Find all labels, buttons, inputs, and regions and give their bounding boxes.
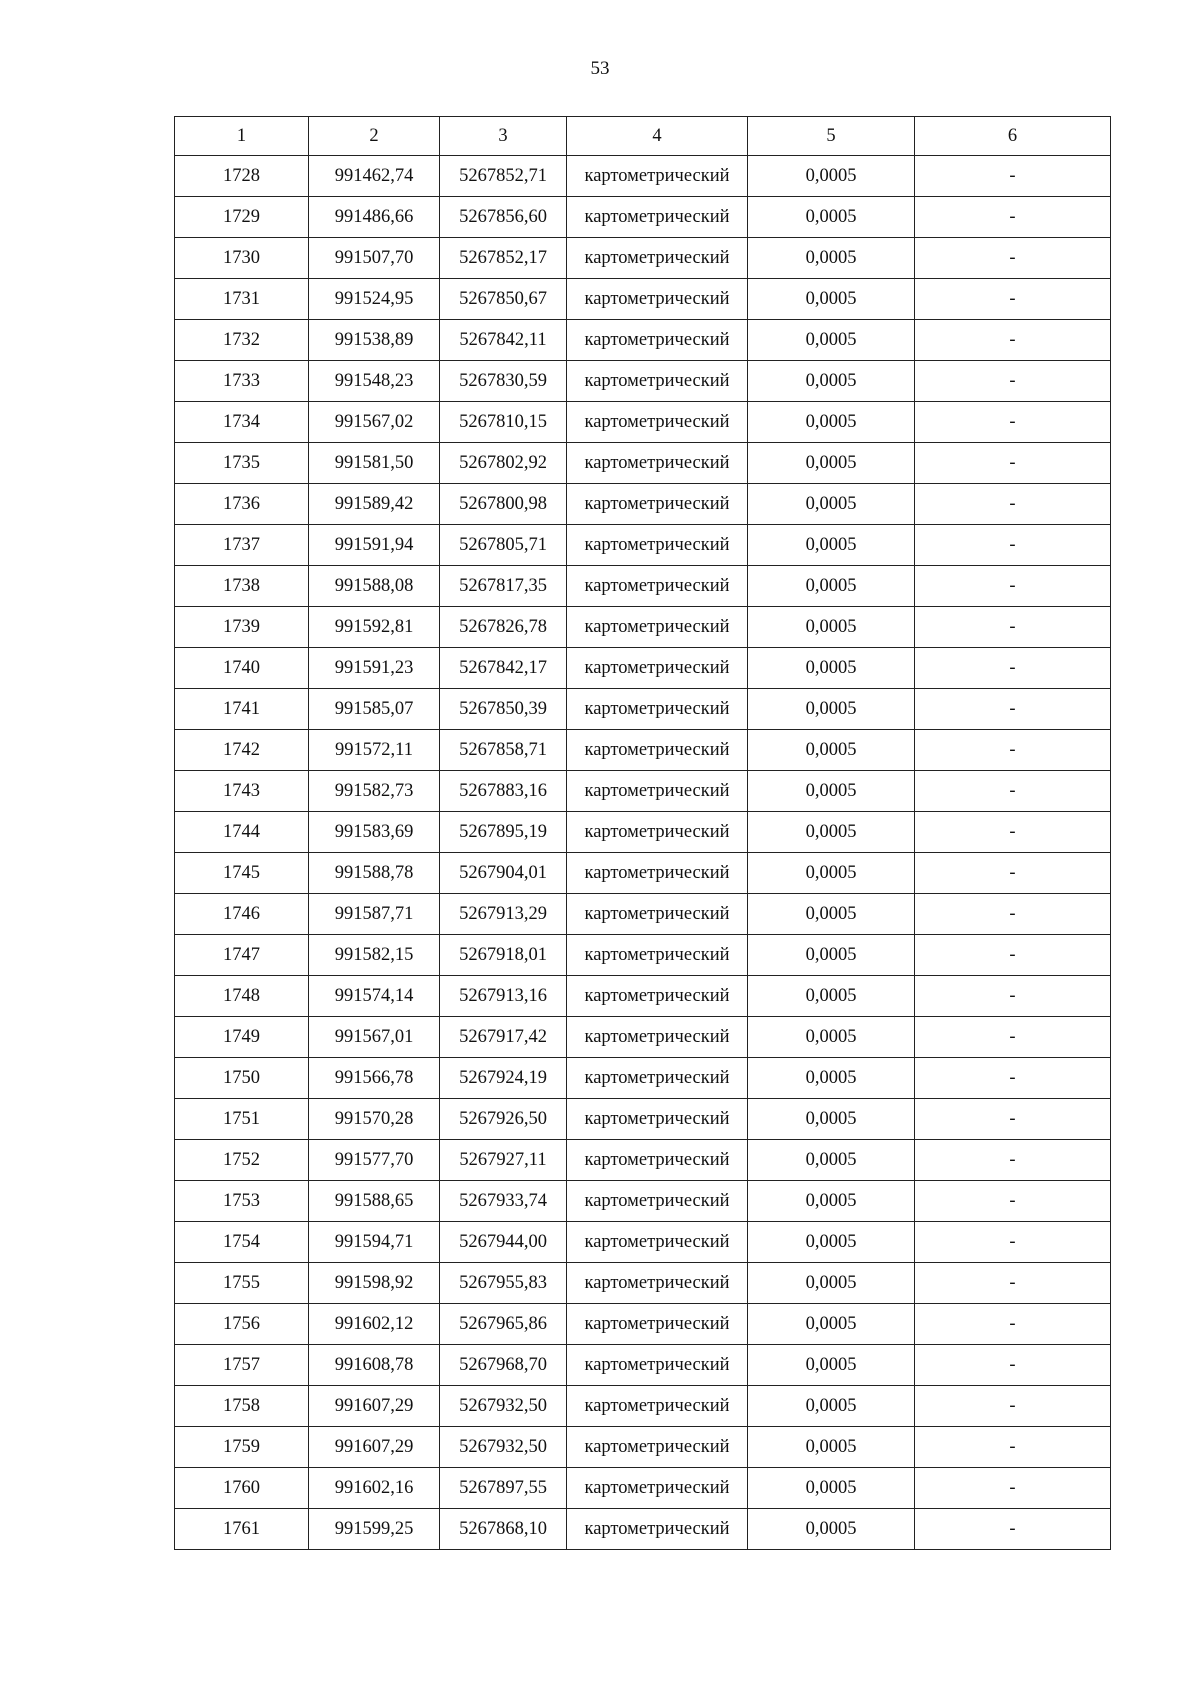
description-cell: - (915, 238, 1111, 279)
method-cell: картометрический (567, 853, 748, 894)
table-row (175, 771, 1111, 812)
method-cell: картометрический (567, 1263, 748, 1304)
point-number-cell: 1746 (175, 894, 309, 935)
description-cell: - (915, 1304, 1111, 1345)
accuracy-cell: 0,0005 (748, 443, 915, 484)
method-cell: картометрический (567, 566, 748, 607)
table-row (175, 238, 1111, 279)
description-cell: - (915, 361, 1111, 402)
method-cell: картометрический (567, 1181, 748, 1222)
table-row (175, 197, 1111, 238)
y-coordinate-cell: 5267842,11 (440, 320, 567, 361)
description-cell: - (915, 689, 1111, 730)
method-cell: картометрический (567, 689, 748, 730)
method-cell: картометрический (567, 648, 748, 689)
y-coordinate-cell: 5267955,83 (440, 1263, 567, 1304)
accuracy-cell: 0,0005 (748, 730, 915, 771)
table-row (175, 1140, 1111, 1181)
method-cell: картометрический (567, 1304, 748, 1345)
point-number-cell: 1743 (175, 771, 309, 812)
x-coordinate-cell: 991592,81 (309, 607, 440, 648)
method-cell: картометрический (567, 1468, 748, 1509)
x-coordinate-cell: 991581,50 (309, 443, 440, 484)
x-coordinate-cell: 991507,70 (309, 238, 440, 279)
accuracy-cell: 0,0005 (748, 771, 915, 812)
method-cell: картометрический (567, 1427, 748, 1468)
point-number-cell: 1744 (175, 812, 309, 853)
table-header-row (175, 117, 1111, 156)
x-coordinate-cell: 991607,29 (309, 1427, 440, 1468)
accuracy-cell: 0,0005 (748, 525, 915, 566)
y-coordinate-cell: 5267805,71 (440, 525, 567, 566)
description-cell: - (915, 402, 1111, 443)
description-cell: - (915, 894, 1111, 935)
table-row (175, 443, 1111, 484)
x-coordinate-cell: 991582,73 (309, 771, 440, 812)
accuracy-cell: 0,0005 (748, 156, 915, 197)
table-row (175, 361, 1111, 402)
description-cell: - (915, 1140, 1111, 1181)
method-cell: картометрический (567, 320, 748, 361)
method-cell: картометрический (567, 607, 748, 648)
accuracy-cell: 0,0005 (748, 1058, 915, 1099)
point-number-cell: 1759 (175, 1427, 309, 1468)
point-number-cell: 1749 (175, 1017, 309, 1058)
table-row (175, 402, 1111, 443)
table-row (175, 853, 1111, 894)
description-cell: - (915, 1222, 1111, 1263)
header-cell: 1 (175, 117, 309, 156)
y-coordinate-cell: 5267904,01 (440, 853, 567, 894)
method-cell: картометрический (567, 402, 748, 443)
table-body (175, 117, 1111, 1550)
x-coordinate-cell: 991577,70 (309, 1140, 440, 1181)
y-coordinate-cell: 5267932,50 (440, 1386, 567, 1427)
x-coordinate-cell: 991524,95 (309, 279, 440, 320)
point-number-cell: 1730 (175, 238, 309, 279)
x-coordinate-cell: 991583,69 (309, 812, 440, 853)
x-coordinate-cell: 991608,78 (309, 1345, 440, 1386)
description-cell: - (915, 1263, 1111, 1304)
x-coordinate-cell: 991602,12 (309, 1304, 440, 1345)
y-coordinate-cell: 5267895,19 (440, 812, 567, 853)
y-coordinate-cell: 5267883,16 (440, 771, 567, 812)
accuracy-cell: 0,0005 (748, 1509, 915, 1550)
x-coordinate-cell: 991589,42 (309, 484, 440, 525)
point-number-cell: 1738 (175, 566, 309, 607)
description-cell: - (915, 443, 1111, 484)
table-row (175, 484, 1111, 525)
table-row (175, 1427, 1111, 1468)
description-cell: - (915, 1386, 1111, 1427)
description-cell: - (915, 1427, 1111, 1468)
description-cell: - (915, 1345, 1111, 1386)
accuracy-cell: 0,0005 (748, 402, 915, 443)
y-coordinate-cell: 5267924,19 (440, 1058, 567, 1099)
description-cell: - (915, 279, 1111, 320)
description-cell: - (915, 812, 1111, 853)
y-coordinate-cell: 5267850,39 (440, 689, 567, 730)
point-number-cell: 1729 (175, 197, 309, 238)
x-coordinate-cell: 991591,94 (309, 525, 440, 566)
accuracy-cell: 0,0005 (748, 1427, 915, 1468)
method-cell: картометрический (567, 525, 748, 566)
x-coordinate-cell: 991548,23 (309, 361, 440, 402)
description-cell: - (915, 566, 1111, 607)
point-number-cell: 1748 (175, 976, 309, 1017)
point-number-cell: 1756 (175, 1304, 309, 1345)
description-cell: - (915, 771, 1111, 812)
y-coordinate-cell: 5267965,86 (440, 1304, 567, 1345)
description-cell: - (915, 853, 1111, 894)
description-cell: - (915, 1509, 1111, 1550)
description-cell: - (915, 607, 1111, 648)
method-cell: картометрический (567, 156, 748, 197)
method-cell: картометрический (567, 976, 748, 1017)
table-row (175, 320, 1111, 361)
x-coordinate-cell: 991587,71 (309, 894, 440, 935)
method-cell: картометрический (567, 935, 748, 976)
x-coordinate-cell: 991570,28 (309, 1099, 440, 1140)
x-coordinate-cell: 991574,14 (309, 976, 440, 1017)
y-coordinate-cell: 5267852,71 (440, 156, 567, 197)
method-cell: картометрический (567, 1058, 748, 1099)
y-coordinate-cell: 5267810,15 (440, 402, 567, 443)
header-cell: 4 (567, 117, 748, 156)
y-coordinate-cell: 5267918,01 (440, 935, 567, 976)
y-coordinate-cell: 5267927,11 (440, 1140, 567, 1181)
header-cell: 6 (915, 117, 1111, 156)
description-cell: - (915, 935, 1111, 976)
description-cell: - (915, 156, 1111, 197)
y-coordinate-cell: 5267800,98 (440, 484, 567, 525)
point-number-cell: 1737 (175, 525, 309, 566)
accuracy-cell: 0,0005 (748, 279, 915, 320)
description-cell: - (915, 1099, 1111, 1140)
point-number-cell: 1755 (175, 1263, 309, 1304)
accuracy-cell: 0,0005 (748, 1345, 915, 1386)
description-cell: - (915, 1058, 1111, 1099)
description-cell: - (915, 1468, 1111, 1509)
y-coordinate-cell: 5267856,60 (440, 197, 567, 238)
accuracy-cell: 0,0005 (748, 1263, 915, 1304)
point-number-cell: 1758 (175, 1386, 309, 1427)
table-row (175, 730, 1111, 771)
accuracy-cell: 0,0005 (748, 894, 915, 935)
point-number-cell: 1760 (175, 1468, 309, 1509)
y-coordinate-cell: 5267933,74 (440, 1181, 567, 1222)
y-coordinate-cell: 5267817,35 (440, 566, 567, 607)
y-coordinate-cell: 5267913,16 (440, 976, 567, 1017)
y-coordinate-cell: 5267802,92 (440, 443, 567, 484)
description-cell: - (915, 484, 1111, 525)
point-number-cell: 1734 (175, 402, 309, 443)
table-row (175, 1222, 1111, 1263)
point-number-cell: 1751 (175, 1099, 309, 1140)
table-row (175, 812, 1111, 853)
x-coordinate-cell: 991588,65 (309, 1181, 440, 1222)
x-coordinate-cell: 991599,25 (309, 1509, 440, 1550)
method-cell: картометрический (567, 1345, 748, 1386)
accuracy-cell: 0,0005 (748, 976, 915, 1017)
accuracy-cell: 0,0005 (748, 689, 915, 730)
x-coordinate-cell: 991567,01 (309, 1017, 440, 1058)
accuracy-cell: 0,0005 (748, 648, 915, 689)
point-number-cell: 1740 (175, 648, 309, 689)
table-row (175, 648, 1111, 689)
header-cell: 3 (440, 117, 567, 156)
method-cell: картометрический (567, 443, 748, 484)
accuracy-cell: 0,0005 (748, 1099, 915, 1140)
table-row (175, 1386, 1111, 1427)
y-coordinate-cell: 5267826,78 (440, 607, 567, 648)
accuracy-cell: 0,0005 (748, 1017, 915, 1058)
x-coordinate-cell: 991588,78 (309, 853, 440, 894)
y-coordinate-cell: 5267968,70 (440, 1345, 567, 1386)
table-row (175, 689, 1111, 730)
point-number-cell: 1736 (175, 484, 309, 525)
table-row (175, 1099, 1111, 1140)
x-coordinate-cell: 991462,74 (309, 156, 440, 197)
y-coordinate-cell: 5267897,55 (440, 1468, 567, 1509)
header-cell: 2 (309, 117, 440, 156)
y-coordinate-cell: 5267917,42 (440, 1017, 567, 1058)
header-cell: 5 (748, 117, 915, 156)
description-cell: - (915, 1017, 1111, 1058)
accuracy-cell: 0,0005 (748, 853, 915, 894)
x-coordinate-cell: 991585,07 (309, 689, 440, 730)
accuracy-cell: 0,0005 (748, 1222, 915, 1263)
description-cell: - (915, 197, 1111, 238)
method-cell: картометрический (567, 730, 748, 771)
x-coordinate-cell: 991572,11 (309, 730, 440, 771)
y-coordinate-cell: 5267850,67 (440, 279, 567, 320)
method-cell: картометрический (567, 894, 748, 935)
method-cell: картометрический (567, 1140, 748, 1181)
method-cell: картометрический (567, 1017, 748, 1058)
table-row (175, 1181, 1111, 1222)
method-cell: картометрический (567, 1386, 748, 1427)
x-coordinate-cell: 991607,29 (309, 1386, 440, 1427)
point-number-cell: 1735 (175, 443, 309, 484)
table-row (175, 1263, 1111, 1304)
table-row (175, 525, 1111, 566)
point-number-cell: 1739 (175, 607, 309, 648)
coordinates-table (174, 116, 1111, 1550)
x-coordinate-cell: 991582,15 (309, 935, 440, 976)
table-row (175, 1468, 1111, 1509)
accuracy-cell: 0,0005 (748, 320, 915, 361)
table-row (175, 1058, 1111, 1099)
y-coordinate-cell: 5267926,50 (440, 1099, 567, 1140)
table-row (175, 894, 1111, 935)
method-cell: картометрический (567, 484, 748, 525)
accuracy-cell: 0,0005 (748, 1386, 915, 1427)
point-number-cell: 1741 (175, 689, 309, 730)
method-cell: картометрический (567, 361, 748, 402)
accuracy-cell: 0,0005 (748, 566, 915, 607)
y-coordinate-cell: 5267944,00 (440, 1222, 567, 1263)
y-coordinate-cell: 5267868,10 (440, 1509, 567, 1550)
page-number: 53 (590, 58, 610, 79)
description-cell: - (915, 1181, 1111, 1222)
point-number-cell: 1731 (175, 279, 309, 320)
description-cell: - (915, 730, 1111, 771)
description-cell: - (915, 648, 1111, 689)
method-cell: картометрический (567, 1099, 748, 1140)
table-row (175, 566, 1111, 607)
table-row (175, 279, 1111, 320)
accuracy-cell: 0,0005 (748, 484, 915, 525)
method-cell: картометрический (567, 771, 748, 812)
table-row (175, 1345, 1111, 1386)
accuracy-cell: 0,0005 (748, 607, 915, 648)
x-coordinate-cell: 991567,02 (309, 402, 440, 443)
description-cell: - (915, 976, 1111, 1017)
accuracy-cell: 0,0005 (748, 238, 915, 279)
point-number-cell: 1752 (175, 1140, 309, 1181)
x-coordinate-cell: 991602,16 (309, 1468, 440, 1509)
table-row (175, 156, 1111, 197)
method-cell: картометрический (567, 238, 748, 279)
table-row (175, 607, 1111, 648)
accuracy-cell: 0,0005 (748, 197, 915, 238)
y-coordinate-cell: 5267852,17 (440, 238, 567, 279)
point-number-cell: 1745 (175, 853, 309, 894)
point-number-cell: 1754 (175, 1222, 309, 1263)
point-number-cell: 1750 (175, 1058, 309, 1099)
table-row (175, 1304, 1111, 1345)
point-number-cell: 1747 (175, 935, 309, 976)
accuracy-cell: 0,0005 (748, 1304, 915, 1345)
y-coordinate-cell: 5267932,50 (440, 1427, 567, 1468)
y-coordinate-cell: 5267842,17 (440, 648, 567, 689)
x-coordinate-cell: 991598,92 (309, 1263, 440, 1304)
x-coordinate-cell: 991486,66 (309, 197, 440, 238)
point-number-cell: 1733 (175, 361, 309, 402)
table-row (175, 1017, 1111, 1058)
description-cell: - (915, 525, 1111, 566)
y-coordinate-cell: 5267913,29 (440, 894, 567, 935)
method-cell: картометрический (567, 1222, 748, 1263)
point-number-cell: 1742 (175, 730, 309, 771)
accuracy-cell: 0,0005 (748, 361, 915, 402)
description-cell: - (915, 320, 1111, 361)
accuracy-cell: 0,0005 (748, 935, 915, 976)
x-coordinate-cell: 991588,08 (309, 566, 440, 607)
table-row (175, 976, 1111, 1017)
point-number-cell: 1728 (175, 156, 309, 197)
method-cell: картометрический (567, 1509, 748, 1550)
x-coordinate-cell: 991594,71 (309, 1222, 440, 1263)
method-cell: картометрический (567, 197, 748, 238)
accuracy-cell: 0,0005 (748, 812, 915, 853)
method-cell: картометрический (567, 812, 748, 853)
method-cell: картометрический (567, 279, 748, 320)
accuracy-cell: 0,0005 (748, 1468, 915, 1509)
x-coordinate-cell: 991538,89 (309, 320, 440, 361)
point-number-cell: 1761 (175, 1509, 309, 1550)
accuracy-cell: 0,0005 (748, 1181, 915, 1222)
table-row (175, 1509, 1111, 1550)
point-number-cell: 1753 (175, 1181, 309, 1222)
table-row (175, 935, 1111, 976)
x-coordinate-cell: 991591,23 (309, 648, 440, 689)
y-coordinate-cell: 5267858,71 (440, 730, 567, 771)
x-coordinate-cell: 991566,78 (309, 1058, 440, 1099)
y-coordinate-cell: 5267830,59 (440, 361, 567, 402)
point-number-cell: 1757 (175, 1345, 309, 1386)
point-number-cell: 1732 (175, 320, 309, 361)
accuracy-cell: 0,0005 (748, 1140, 915, 1181)
